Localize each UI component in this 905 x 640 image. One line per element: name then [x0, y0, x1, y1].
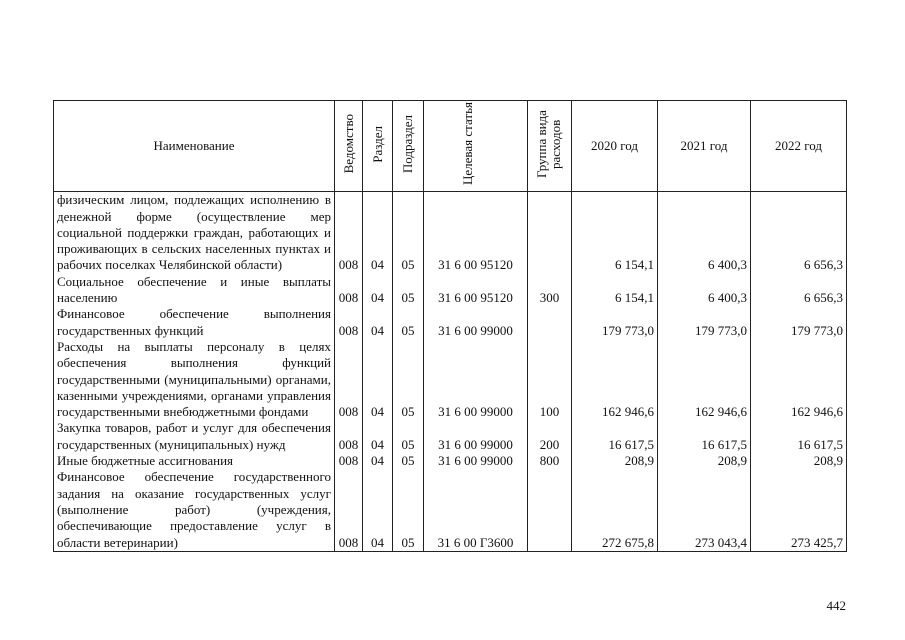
cell-2020: 208,9 — [572, 453, 658, 469]
header-vedomstvo: Ведомство — [335, 101, 363, 192]
cell-podrazdel: 05 — [393, 274, 424, 307]
budget-table — [53, 100, 847, 552]
cell-2021: 179 773,0 — [658, 306, 751, 339]
cell-2020: 6 154,1 — [572, 192, 658, 274]
cell-2022: 6 656,3 — [751, 274, 847, 307]
cell-vedomstvo: 008 — [335, 469, 363, 551]
cell-celevaya-statya: 31 6 00 95120 — [424, 192, 528, 274]
cell-gruppa-vida-rashodov: 300 — [528, 274, 572, 307]
table-row — [54, 274, 847, 307]
cell-gruppa-vida-rashodov — [528, 469, 572, 551]
table-row — [54, 339, 847, 420]
cell-2021: 162 946,6 — [658, 339, 751, 420]
cell-razdel: 04 — [363, 469, 393, 551]
cell-gruppa-vida-rashodov: 800 — [528, 453, 572, 469]
cell-2022: 6 656,3 — [751, 192, 847, 274]
cell-2021: 273 043,4 — [658, 469, 751, 551]
cell-2021: 16 617,5 — [658, 420, 751, 453]
header-gruppa-vida-rashodov: Группа вида расходов — [528, 101, 572, 192]
cell-vedomstvo: 008 — [335, 453, 363, 469]
cell-celevaya-statya: 31 6 00 99000 — [424, 306, 528, 339]
cell-vedomstvo: 008 — [335, 274, 363, 307]
header-celevaya-statya: Целевая статья — [424, 101, 528, 192]
header-razdel: Раздел — [363, 101, 393, 192]
cell-razdel: 04 — [363, 306, 393, 339]
cell-vedomstvo: 008 — [335, 420, 363, 453]
cell-2020: 162 946,6 — [572, 339, 658, 420]
table-header-row — [54, 101, 847, 192]
cell-2022: 162 946,6 — [751, 339, 847, 420]
cell-2020: 272 675,8 — [572, 469, 658, 551]
table-body — [54, 192, 847, 552]
header-podrazdel: Подраздел — [393, 101, 424, 192]
cell-podrazdel: 05 — [393, 420, 424, 453]
cell-podrazdel: 05 — [393, 469, 424, 551]
cell-name: Социальное обеспечение и иные выплаты населению — [54, 274, 335, 307]
cell-podrazdel: 05 — [393, 306, 424, 339]
header-2021: 2021 год — [658, 101, 751, 192]
cell-gruppa-vida-rashodov — [528, 306, 572, 339]
cell-2020: 16 617,5 — [572, 420, 658, 453]
header-2022: 2022 год — [751, 101, 847, 192]
cell-razdel: 04 — [363, 420, 393, 453]
cell-name: Иные бюджетные ассигнования — [54, 453, 335, 469]
table-row — [54, 420, 847, 453]
cell-celevaya-statya: 31 6 00 Г3600 — [424, 469, 528, 551]
cell-razdel: 04 — [363, 274, 393, 307]
cell-gruppa-vida-rashodov: 100 — [528, 339, 572, 420]
cell-celevaya-statya: 31 6 00 99000 — [424, 420, 528, 453]
cell-2020: 179 773,0 — [572, 306, 658, 339]
cell-podrazdel: 05 — [393, 339, 424, 420]
table-row — [54, 306, 847, 339]
cell-vedomstvo: 008 — [335, 339, 363, 420]
cell-celevaya-statya: 31 6 00 99000 — [424, 453, 528, 469]
cell-razdel: 04 — [363, 453, 393, 469]
cell-podrazdel: 05 — [393, 453, 424, 469]
cell-razdel: 04 — [363, 339, 393, 420]
cell-celevaya-statya: 31 6 00 95120 — [424, 274, 528, 307]
cell-name: Расходы на выплаты персоналу в целях обеспечения выполнения функций государственными (муниципальными) органами, казенными учреждениями, органами управления государственными внебюджетными фондами — [54, 339, 335, 420]
cell-gruppa-vida-rashodov — [528, 192, 572, 274]
cell-gruppa-vida-rashodov: 200 — [528, 420, 572, 453]
cell-name: Финансовое обеспечение государственного задания на оказание государственных услуг (выполнение работ) (учреждения, обеспечивающие предоставление услуг в области ветеринарии) — [54, 469, 335, 551]
cell-2022: 179 773,0 — [751, 306, 847, 339]
cell-podrazdel: 05 — [393, 192, 424, 274]
cell-vedomstvo: 008 — [335, 306, 363, 339]
cell-celevaya-statya: 31 6 00 99000 — [424, 339, 528, 420]
cell-2021: 6 400,3 — [658, 192, 751, 274]
header-name: Наименование — [54, 101, 335, 192]
cell-name: Закупка товаров, работ и услуг для обеспечения государственных (муниципальных) нужд — [54, 420, 335, 453]
header-2020: 2020 год — [572, 101, 658, 192]
cell-vedomstvo: 008 — [335, 192, 363, 274]
cell-2022: 16 617,5 — [751, 420, 847, 453]
cell-2021: 208,9 — [658, 453, 751, 469]
cell-name: физическим лицом, подлежащих исполнению в денежной форме (осуществление мер социальной поддержки граждан, работающих и проживающих в сельских населенных пунктах и рабочих поселках Челябинской области) — [54, 192, 335, 274]
cell-2021: 6 400,3 — [658, 274, 751, 307]
cell-2022: 273 425,7 — [751, 469, 847, 551]
table-row — [54, 453, 847, 469]
cell-razdel: 04 — [363, 192, 393, 274]
cell-2020: 6 154,1 — [572, 274, 658, 307]
page-number: 442 — [826, 598, 846, 613]
cell-2022: 208,9 — [751, 453, 847, 469]
table-row — [54, 192, 847, 274]
cell-name: Финансовое обеспечение выполнения государственных функций — [54, 306, 335, 339]
table-row — [54, 469, 847, 551]
